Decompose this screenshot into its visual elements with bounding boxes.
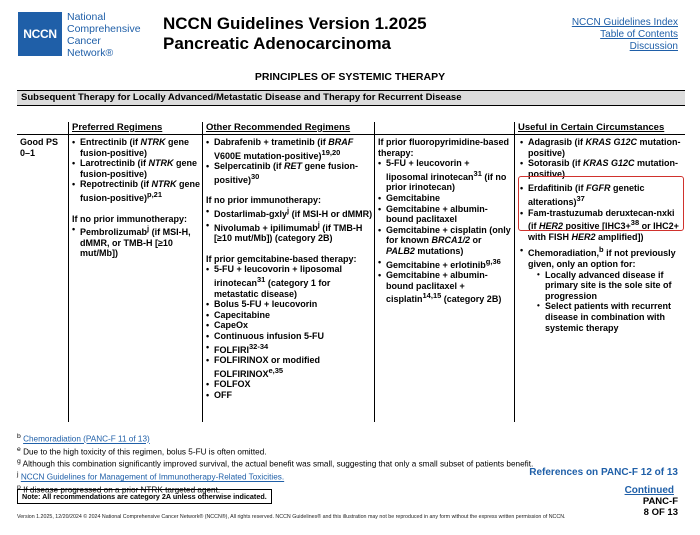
org-name (67, 11, 141, 59)
list-item: • Bolus 5-FU + leucovorin (206, 299, 373, 310)
list-item: • Gemcitabine + cisplatin (only for known BRCA1/2 or PALB2 mutations) (378, 225, 512, 257)
list-item: • Erdafitinib (if FGFR genetic alterations)$^{37}$ (520, 183, 682, 207)
list-item: • Continuous infusion 5-FU (206, 331, 373, 342)
highlight-box (518, 176, 684, 231)
list-item: • Adagrasib (if KRAS G12C mutation-positive) (520, 137, 682, 158)
list-item: • Nivolumab + ipilimumab$^j$ (if TMB-H [≥10 mut/Mb]) (category 2B) (206, 220, 373, 244)
page-id (643, 496, 678, 518)
other-header: Other Recommended Regimens (206, 122, 351, 133)
list-item: • Selpercatinib (if RET gene fusion-positive)$^{30}$ (206, 161, 373, 185)
other-immuno-label: If no prior immunotherapy: (206, 195, 322, 206)
table-of-contents-link[interactable]: Table of Contents (600, 29, 678, 40)
chemoradiation-link[interactable]: Chemoradiation (PANC-F 11 of 13) (23, 434, 150, 444)
org-line: Comprehensive (67, 23, 141, 35)
list-item: • OFF (206, 390, 373, 401)
list-item: • Dabrafenib + trametinib (if BRAF V600E mutation-positive)$^{19,20}$ (206, 137, 373, 161)
footnote-g: $^g$ Although this combination significantly improved survival, the actual benefit was small, suggesting that only a small subset of patients benefit. (17, 458, 534, 470)
column-divider (374, 122, 375, 422)
gem-prior-label: If prior gemcitabine-based therapy: (206, 253, 357, 264)
list-item: • Gemcitabine + albumin-bound paclitaxel (378, 204, 512, 225)
list-item: • CapeOx (206, 320, 373, 331)
subtitle-bar: Subsequent Therapy for Locally Advanced/Metastatic Disease and Therapy for Recurrent Disease (17, 90, 685, 106)
other-column (206, 137, 373, 400)
page-title (163, 14, 427, 54)
list-item: • Larotrectinib (if NTRK gene fusion-positive) (72, 158, 200, 179)
row-label-range: 0–1 (20, 147, 36, 158)
column-divider (202, 122, 203, 422)
list-item: • Gemcitabine + albumin-bound paclitaxel + cisplatin$^{14,15}$ (category 2B) (378, 270, 512, 305)
page-id-code: PANC-F (642, 496, 678, 507)
list-item: • Sotorasib (if KRAS G12C mutation-positive) (520, 158, 682, 179)
footnote-b: $^b$ Chemoradiation (PANC-F 11 of 13) (17, 433, 150, 444)
preferred-immuno-label: If no prior immunotherapy: (72, 213, 188, 224)
sub-list-item: • Select patients with recurrent disease in combination with systemic therapy (537, 301, 682, 333)
list-item: • 5-FU + leucovorin + liposomal irinotecan$^{31}$ (if no prior irinotecan) (378, 158, 512, 193)
list-item: • FOLFIRINOX or modified FOLFIRINOX$^{e,35}$ (206, 355, 373, 379)
org-line: Cancer (67, 35, 101, 47)
org-line: National (67, 11, 106, 23)
other-column-2 (378, 137, 512, 305)
section-title: PRINCIPLES OF SYSTEMIC THERAPY (254, 71, 446, 83)
useful-column (520, 137, 682, 333)
list-item: • FOLFIRI$^{32-34}$ (206, 342, 373, 356)
list-item: • Entrectinib (if NTRK gene fusion-positive) (72, 137, 200, 158)
list-item: • Repotrectinib (if NTRK gene fusion-positive)$^{p,21}$ (72, 179, 200, 203)
title-version: NCCN Guidelines Version 1.2025 (163, 14, 427, 33)
list-item: • FOLFOX (206, 379, 373, 390)
row-label (20, 137, 66, 158)
copyright: Version 1.2025, 12/20/2024 © 2024 National Comprehensive Cancer Network® (NCCN®), All rights reserved. NCCN Guidelines® and this illustration may not be reproduced in any form without the express written permission of NCCN. (17, 514, 566, 520)
immunotherapy-toxicities-link[interactable]: NCCN Guidelines for Management of Immunotherapy-Related Toxicities. (20, 472, 285, 482)
preferred-column (72, 137, 200, 259)
list-item: • Chemoradiation,$^b$ if not previously given, only an option for: • Locally advanced disease if primary site is the sole site of progression • Select patients with recurrent disease in combination with systemic therapy (520, 245, 682, 333)
nccn-logo: NCCN (18, 12, 62, 56)
list-item: • Gemcitabine + erlotinib$^{g,36}$ (378, 257, 512, 271)
page-id-number: 8 OF 13 (643, 507, 678, 518)
references-link[interactable]: References on PANC-F 12 of 13 (529, 467, 678, 478)
list-item: • Gemcitabine (378, 193, 512, 204)
column-divider (68, 122, 69, 422)
header-rule (17, 134, 685, 135)
footnote-j: $^j$ NCCN Guidelines for Management of Immunotherapy-Related Toxicities. (17, 471, 285, 482)
org-line: Network® (67, 47, 114, 59)
fluoro-prior-label: If prior fluoropyrimidine-based therapy: (378, 137, 510, 158)
preferred-header: Preferred Regimens (72, 122, 163, 133)
continued-link[interactable]: Continued (624, 485, 674, 496)
footnotes (17, 432, 533, 496)
top-links (572, 17, 678, 53)
guidelines-index-link[interactable]: NCCN Guidelines Index (571, 17, 678, 28)
discussion-link[interactable]: Discussion (629, 41, 678, 52)
category-note: Note: All recommendations are category 2A unless otherwise indicated. (17, 489, 272, 504)
title-disease: Pancreatic Adenocarcinoma (163, 34, 392, 53)
list-item: • Pembrolizumab$^j$ (if MSI-H, dMMR, or TMB-H [≥10 mut/Mb]) (72, 224, 200, 259)
row-label-ps: Good PS (20, 137, 58, 147)
footnote-e: $^e$ Due to the high toxicity of this regimen, bolus 5-FU is often omitted. (17, 445, 267, 457)
list-item: • Fam-trastuzumab deruxtecan-nxki (if HER2 positive [IHC3+$^{38}$ or IHC2+ with FISH HER2 amplified]) (520, 208, 682, 243)
list-item: • Dostarlimab-gxly$^j$ (if MSI-H or dMMR) (206, 206, 373, 220)
list-item: • Capecitabine (206, 310, 373, 321)
sub-list-item: • Locally advanced disease if primary site is the sole site of progression (537, 270, 682, 302)
list-item: • 5-FU + leucovorin + liposomal irinotecan$^{31}$ (category 1 for metastatic disease) (206, 264, 373, 299)
column-divider (514, 122, 515, 422)
footnote-p: $^p$ If disease progressed on a prior NTRK targeted agent. (17, 483, 221, 495)
useful-header: Useful in Certain Circumstances (518, 122, 665, 133)
